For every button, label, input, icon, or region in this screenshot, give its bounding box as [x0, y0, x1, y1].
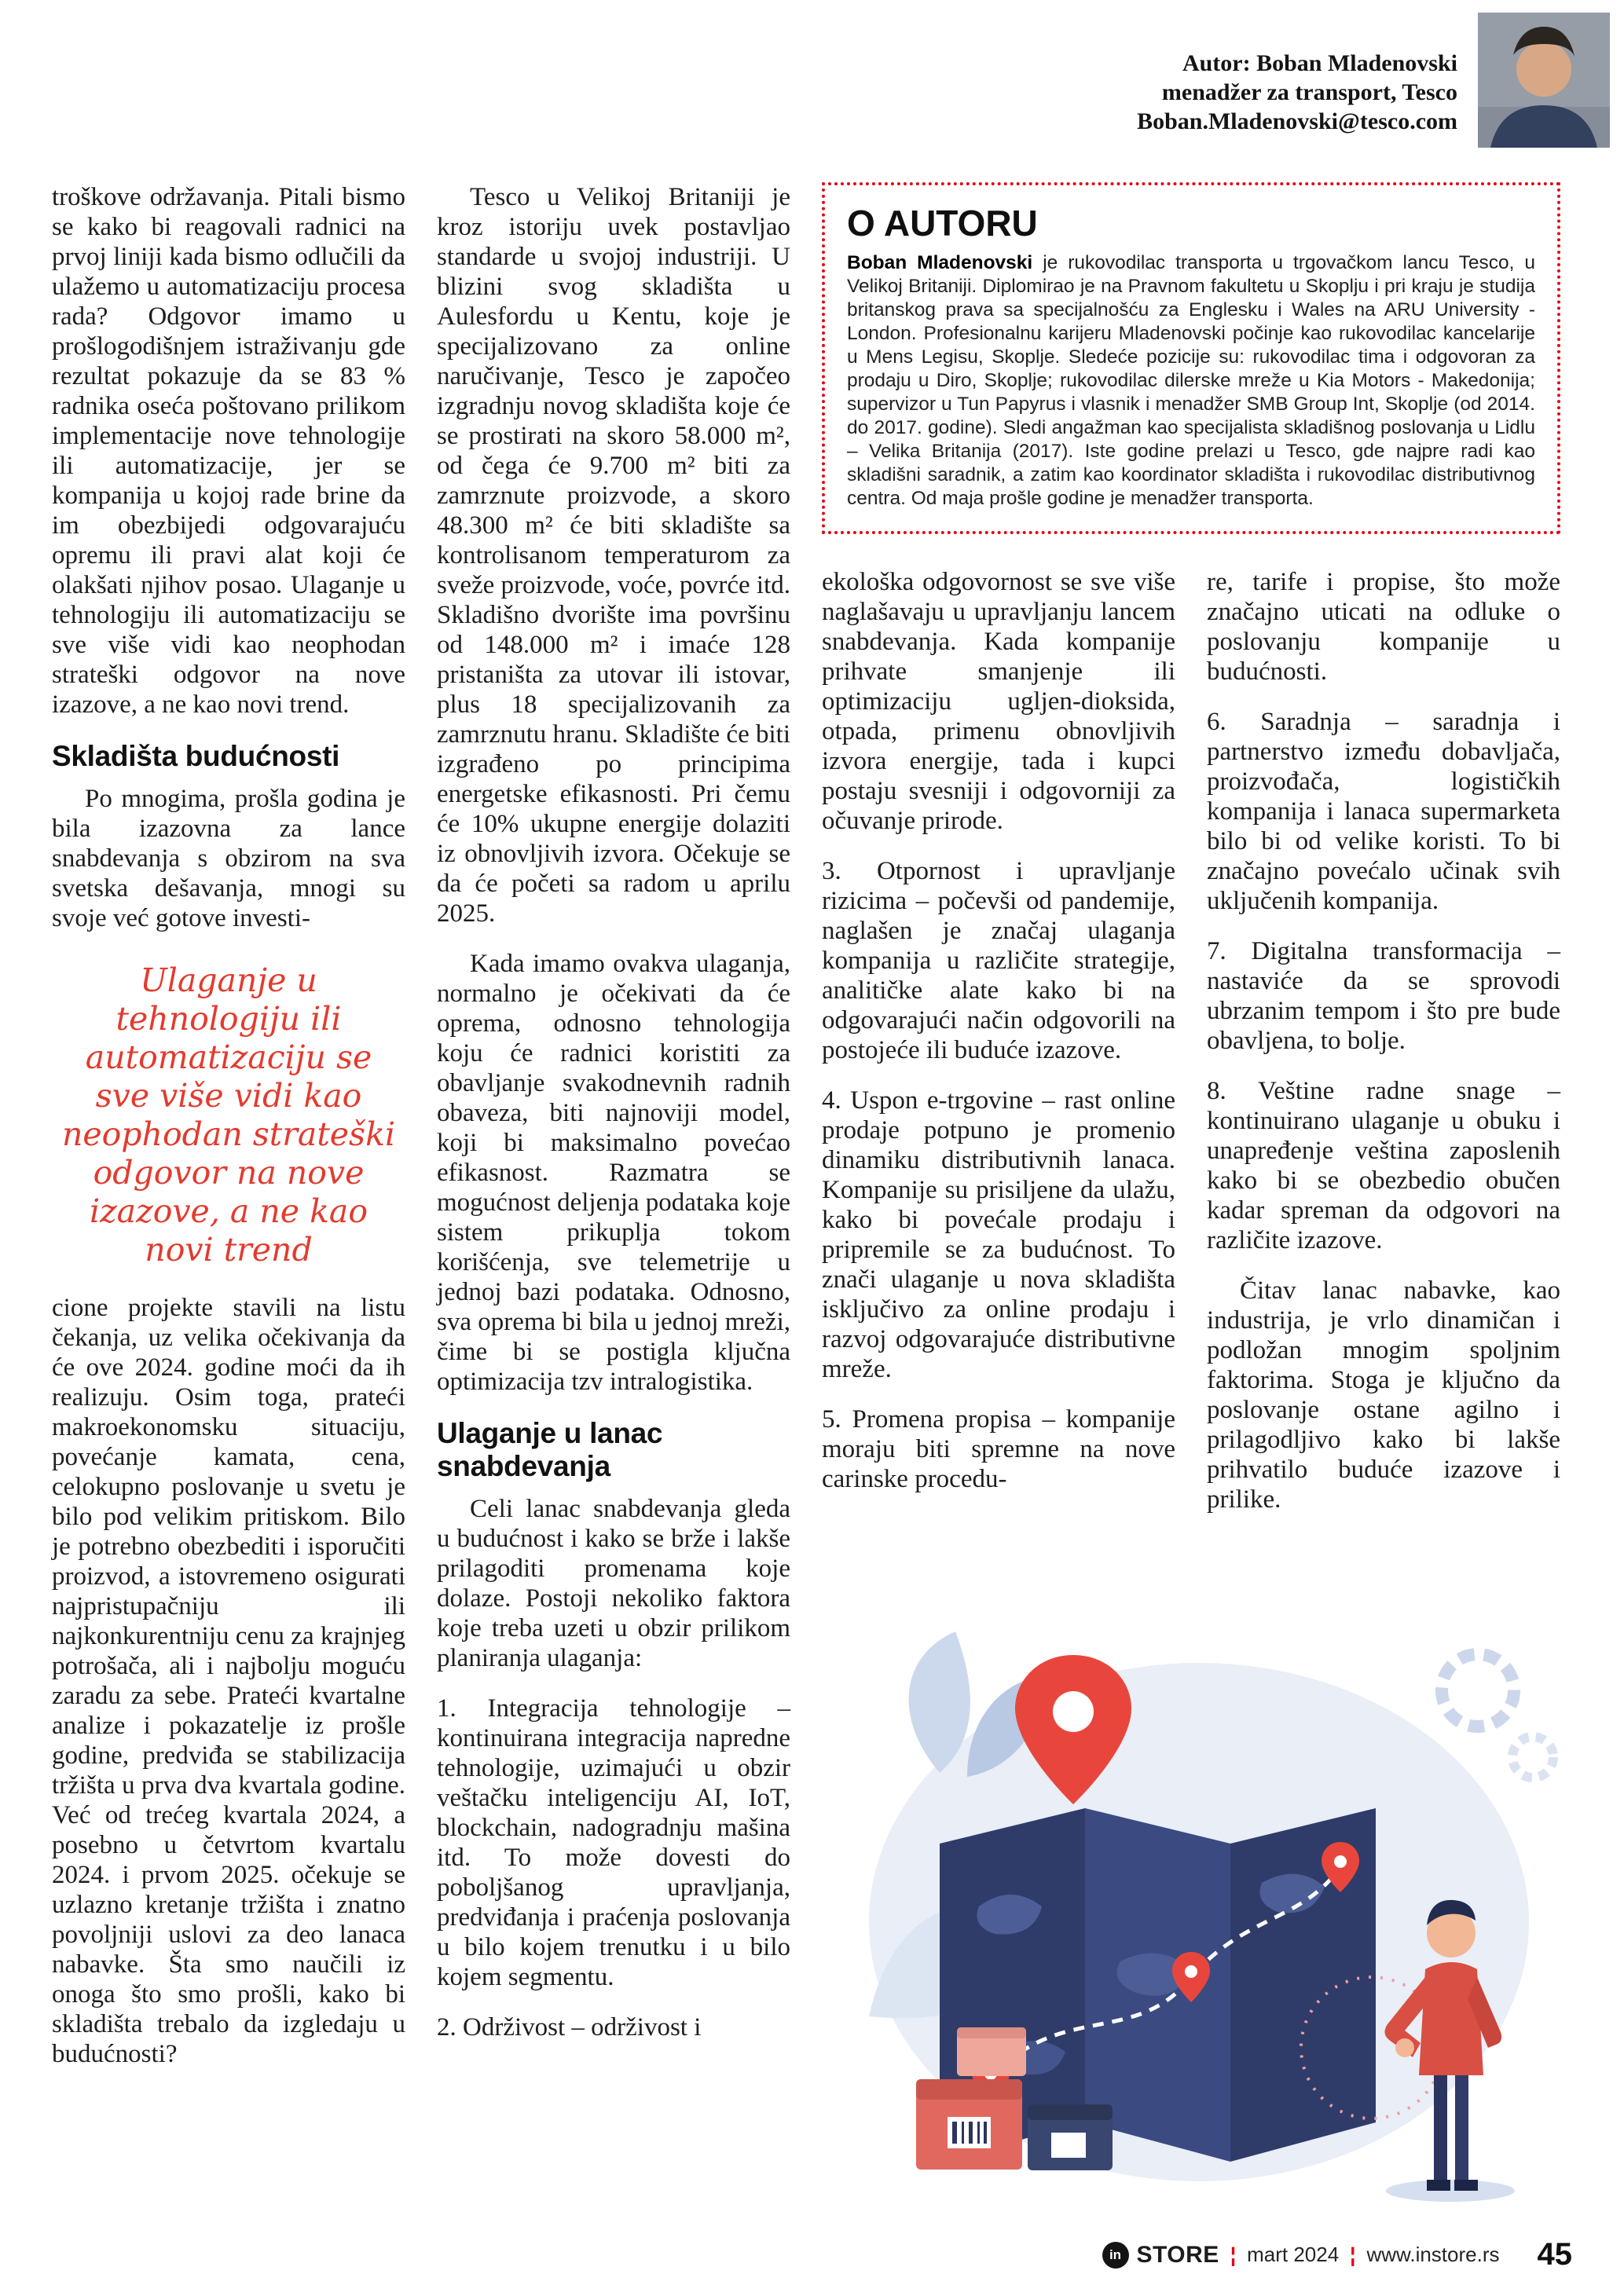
about-author-name: Boban Mladenovski	[847, 252, 1033, 273]
column-4	[1207, 567, 1560, 1514]
paragraph: Po mnogima, prošla godina je bila izazovna za lance snabdevanja s obzirom na sva svetska dešavanja, mnogi su svoje već gotove investi-	[52, 785, 405, 932]
column-2	[437, 182, 790, 2221]
about-author-box	[822, 182, 1560, 534]
paragraph: 1. Integracija tehnologije – kontinuirana integracija napredne tehnologije, uzimajući u obzir veštačku inteligenciju AI, IoT, blockchain, nadogradnju mašina itd. To može dovesti do poboljšanog upravljanja, predviđanja i praćenja poslovanja u bilo kojem trenutku i u bilo kojem segmentu.	[437, 1694, 790, 1991]
author-block	[1137, 49, 1457, 136]
author-email[interactable]: Boban.Mladenovski@tesco.com	[1137, 108, 1457, 134]
logistics-map-illustration	[822, 1608, 1560, 2221]
footer-separator: ¦	[1350, 2243, 1356, 2266]
page-header	[1137, 13, 1610, 148]
paragraph: 7. Digitalna transformacija – nastaviće da se sprovodi ubrzanim tempom i što pre bude obavljena, to bolje.	[1207, 937, 1560, 1055]
instore-logo-text: in	[1109, 2247, 1122, 2262]
article-body	[52, 182, 1572, 2221]
page-footer	[1102, 2237, 1573, 2272]
author-portrait-image	[1478, 13, 1610, 148]
paragraph: 3. Otpornost i upravljanje rizicima – počevši od pandemije, naglašen je značaj ulaganja kompanija u različite strategije, analitičke alate kako bi na odgovarajući način odgovorili na postojeće ili buduće izazove.	[822, 857, 1175, 1064]
paragraph: 5. Promena propisa – kompanije moraju biti spremne na nove carinske procedu-	[822, 1405, 1175, 1493]
author-name: Autor: Boban Mladenovski	[1182, 50, 1457, 76]
paragraph: Tesco u Velikoj Britaniji je kroz istoriju uvek postavljao standarde u svojoj industriji. U blizini svog skladišta u Aulesfordu u Kentu, koje je specijalizovano za online naručivanje, Tesco je započeo izgradnju novog skladišta koje će se prostirati na skoro 58.000 m², od čega će 9.700 m² biti za zamrznute proizvode, a skoro 48.300 m² će biti skladište sa kontrolisanom temperaturom za sveže proizvode, voće, povrće itd. Skladišno dvorište ima površinu od 148.000 m² i imaće 128 pristaništa za utovar ili istovar, plus 18 specijalizovanih za zamrznutu hranu. Skladište će biti izgrađeno po principima energetske efikasnosti. Pri čemu će 10% ukupne energije dolaziti iz obnovljivih izvora. Očekuje se da će početi sa radom u aprilu 2025.	[437, 183, 790, 928]
section-heading-supply-chain: Ulaganje u lanac snabdevanja	[437, 1417, 663, 1482]
paragraph: cione projekte stavili na listu čekanja, uz velika očekivanja da će ove 2024. godine moći da ih realizuju. Osim toga, prateći makroekonomsku situaciju, povećanje kamata, cena, celokupno poslovanje u svetu je bilo pod velikim pritiskom. Bilo je potrebno obezbediti i isporučiti proizvod, a istovremeno osigurati najpristupačniju ili najkonkurentniju cenu za krajnjeg potrošača, ali i najbolju moguću zaradu za sebe. Prateći kvartalne analize i pokazatelje iz prošle godine, predviđa se stabilizacija tržišta u prva dva kvartala godine. Već od trećeg kvartala 2024, a posebno u četvrtom kvartalu 2024. i prvom 2025. očekuje se uzlazno kretanje tržišta i znatno povoljniji uslovi za deo lanaca nabavke. Šta smo naučili iz onoga što smo prošli, kako bi skladišta trebalo da izgledaju u budućnosti?	[52, 1294, 405, 2068]
author-role: menadžer za transport, Tesco	[1161, 79, 1457, 105]
footer-separator: ¦	[1230, 2243, 1237, 2266]
paragraph: 2. Održivost – održivost i	[437, 2013, 702, 2041]
column-3	[822, 567, 1175, 1514]
footer-brand: STORE	[1136, 2241, 1219, 2268]
gear-icon	[1442, 1654, 1553, 1778]
footer-site-url[interactable]: www.instore.rs	[1366, 2243, 1500, 2266]
paragraph: 8. Veštine radne snage – kontinuirano ulaganje u obuku i unapređenje veština zaposlenih kako bi se obezbedio obučen kadar spreman da odgovori na različite izazove.	[1207, 1077, 1560, 1254]
footer-date: mart 2024	[1247, 2243, 1340, 2266]
paragraph: ekološka odgovornost se sve više naglašavaju u upravljanju lancem snabdevanja. Kada kompanije prihvate smanjenje ili optimizaciju ugljen-dioksida, otpada, primenu obnovljivih izvora energije, tada i kupci postaju svesniji i odgovorniji za očuvanje prirode.	[822, 568, 1175, 835]
about-author-title: O AUTORU	[847, 203, 1038, 244]
pull-quote: Ulaganje u tehnologiju ili automatizaciju se sve više vidi kao neophodan strateški odgovor na nove izazove, a ne kao novi trend	[61, 961, 396, 1269]
paragraph: troškove održavanja. Pitali bismo se kako bi reagovali radnici na prvoj liniji kada bismo odlučili da ulažemo u automatizaciju procesa rada? Odgovor imamo u prošlogodišnjem istraživanju gde rezultat pokazuje da se 83 % radnika oseća poštovano prilikom implementacije nove tehnologije ili automatizacije, jer se kompanija u kojoj rade brine da im obezbijedi odgovarajuću opremu ili pravi alat koji će olakšati njihov posao. Ulaganje u tehnologiju ili automatizaciju se sve više vidi kao neophodan strateški odgovor na nove izazove, a ne kao novi trend.	[52, 183, 405, 719]
paragraph: Čitav lanac nabavke, kao industrija, je vrlo dinamičan i podložan mnogim spoljnim faktorima. Stoga je ključno da poslovanje ostane agilno i prilagodljivo kako bi lakše prihvatilo buduće izazove i prilike.	[1207, 1276, 1560, 1514]
paragraph: Celi lanac snabdevanja gleda u budućnost i kako se brže i lakše prilagoditi promenama koje dolaze. Postoji nekoliko faktora koje treba uzeti u obzir prilikom planiranja ulaganja:	[437, 1495, 790, 1672]
paragraph: Kada imamo ovakva ulaganja, normalno je očekivati da će oprema, odnosno tehnologija koju će radnici koristiti za obavljanje svakodnevnih radnih obaveza, biti najnoviji model, koji bi maksimalno povećao efikasnost. Razmatra se mogućnost deljenja podataka koje sistem prikuplja tokom korišćenja, sve telemetrije u jednoj bazi podataka. Odnosno, sva oprema bi bila u jednoj mreži, čime bi se postigla ključna optimizacija tzv intralogistika.	[437, 950, 790, 1396]
paragraph: re, tarife i propise, što može značajno uticati na odluke o poslovanju kompanije u budućnosti.	[1207, 568, 1560, 686]
supply-chain-illustration	[822, 1608, 1560, 2221]
about-author-text: je rukovodilac transporta u trgovačkom lancu Tesco, u Velikoj Britaniji. Diplomirao je na Pravnom fakultetu u Skoplju i pri kraju je studija britanskog prava sa specijalnošću za Englesku i Wales na ARU University - London. Profesionalnu karijeru Mladenovski počinje kao rukovodilac kancelarije u Mens Legisu, Skoplje. Sledeće pozicije su: rukovodilac tima i odgovoran za prodaju u Diro, Skoplje; rukovodilac dilerske mreže u Kia Motors - Makedonija; supervizor u Tun Papyrus i vlasnik i menadžer SMB Group Int, Skoplje (od 2014. do 2017. godine). Sledi angažman kao specijalista skladišnog poslovanja u Lidlu – Velika Britanija (2017). Iste godine prelazi u Tesco, gde najpre radi kao skladišni saradnik, a zatim kao koordinator skladišta i rukovodilac distributivnog centra. Od maja prošle godine je menadžer transporta.	[847, 252, 1536, 509]
paragraph: 6. Saradnja – saradnja i partnerstvo između dobavljača, proizvođača, logističkih kompanija i lanaca supermarketa bilo bi od velike koristi. To bi značajno povećalo učinak svih uključenih kompanija.	[1207, 708, 1560, 915]
column-1	[52, 182, 405, 2221]
about-author-bio	[847, 251, 1535, 511]
page-number: 45	[1537, 2237, 1572, 2272]
section-heading-warehouses: Skladišta budućnosti	[52, 740, 340, 772]
author-photo	[1478, 13, 1610, 148]
right-half	[822, 182, 1560, 2221]
paragraph: 4. Uspon e-trgovine – rast online prodaje potpuno je promenio dinamiku distributivnih lanaca. Kompanije su prisiljene da ulažu, kako bi povećale prodaju i pripremile se za budućnost. To znači ulaganje u nova skladišta isključivo za online prodaju i razvoj odgovarajuće distributivne mreže.	[822, 1086, 1175, 1383]
right-columns	[822, 567, 1560, 1514]
instore-logo-icon	[1102, 2242, 1129, 2269]
